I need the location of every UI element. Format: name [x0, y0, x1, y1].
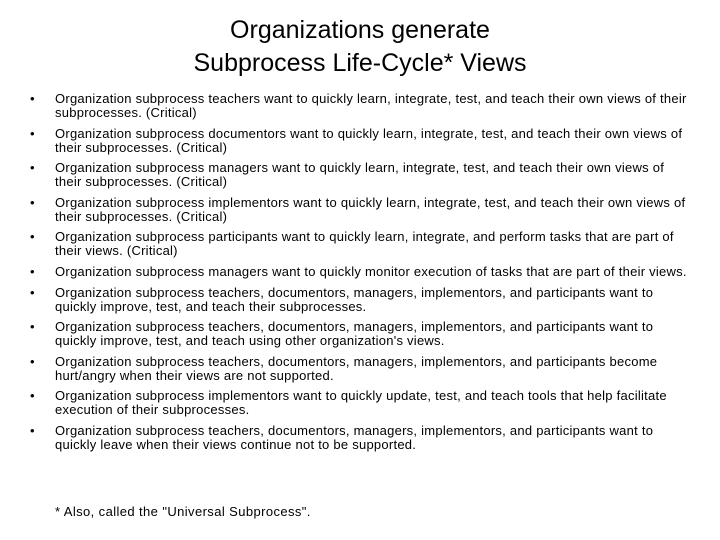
bullet-icon: • [30, 125, 35, 141]
bullet-text-7: Organization subprocess teachers, documentors, managers, implementors, and participants want to quickly improve, test, and teach their subprocesses. [55, 284, 654, 314]
bullet-item-8 [30, 320, 694, 348]
bullet-text-9: Organization subprocess teachers, documentors, managers, implementors, and participants become hurt/angry when their views are not supported. [55, 353, 658, 383]
bullet-icon: • [30, 353, 35, 369]
bullet-text-2: Organization subprocess documentors want to quickly learn, integrate, test, and teach their own views of their subprocesses. (Critical) [55, 125, 683, 155]
bullet-item-10 [30, 389, 694, 417]
bullet-item-6 [30, 265, 694, 279]
bullet-icon: • [30, 388, 35, 404]
bullet-icon: • [30, 422, 35, 438]
bullet-icon: • [30, 263, 35, 279]
slide-title-line-1: Organizations generate [230, 16, 490, 44]
bullet-text-3: Organization subprocess managers want to quickly learn, integrate, test, and teach their own views of their subprocesses. (Critical) [55, 160, 665, 190]
bullet-item-5 [30, 230, 694, 258]
bullet-item-2 [30, 127, 694, 155]
bullet-item-11 [30, 424, 694, 452]
bullet-text-6: Organization subprocess managers want to quickly monitor execution of tasks that are part of their views. [55, 263, 687, 279]
bullet-icon: • [30, 319, 35, 335]
bullet-text-10: Organization subprocess implementors want to quickly update, test, and teach tools that help facilitate execution of their subprocesses. [55, 388, 667, 418]
bullet-text-11: Organization subprocess teachers, documentors, managers, implementors, and participants want to quickly leave when their views continue not to be supported. [55, 422, 654, 452]
bullet-icon: • [30, 194, 35, 210]
bullet-text-8: Organization subprocess teachers, documentors, managers, implementors, and participants want to quickly improve, test, and teach using other organization's views. [55, 319, 654, 349]
bullet-item-3 [30, 161, 694, 189]
bullet-icon: • [30, 229, 35, 245]
bullet-item-9 [30, 355, 694, 383]
slide-title [0, 14, 720, 80]
bullet-icon: • [30, 160, 35, 176]
bullet-item-1 [30, 92, 694, 120]
bullet-list [30, 92, 694, 459]
slide-title-line-2: Subprocess Life-Cycle* Views [193, 49, 527, 77]
bullet-text-5: Organization subprocess participants want to quickly learn, integrate, and perform tasks that are part of their views. (Critical) [55, 229, 674, 259]
bullet-icon: • [30, 91, 35, 106]
bullet-icon: • [30, 284, 35, 300]
bullet-item-4 [30, 196, 694, 224]
bullet-text-1: Organization subprocess teachers want to quickly learn, integrate, test, and teach their own views of their subprocesses. (Critical) [55, 91, 687, 120]
bullet-item-7 [30, 286, 694, 314]
bullet-text-4: Organization subprocess implementors want to quickly learn, integrate, test, and teach their own views of their subprocesses. (Critical) [55, 194, 686, 224]
footnote: * Also, called the "Universal Subprocess". [55, 504, 311, 519]
